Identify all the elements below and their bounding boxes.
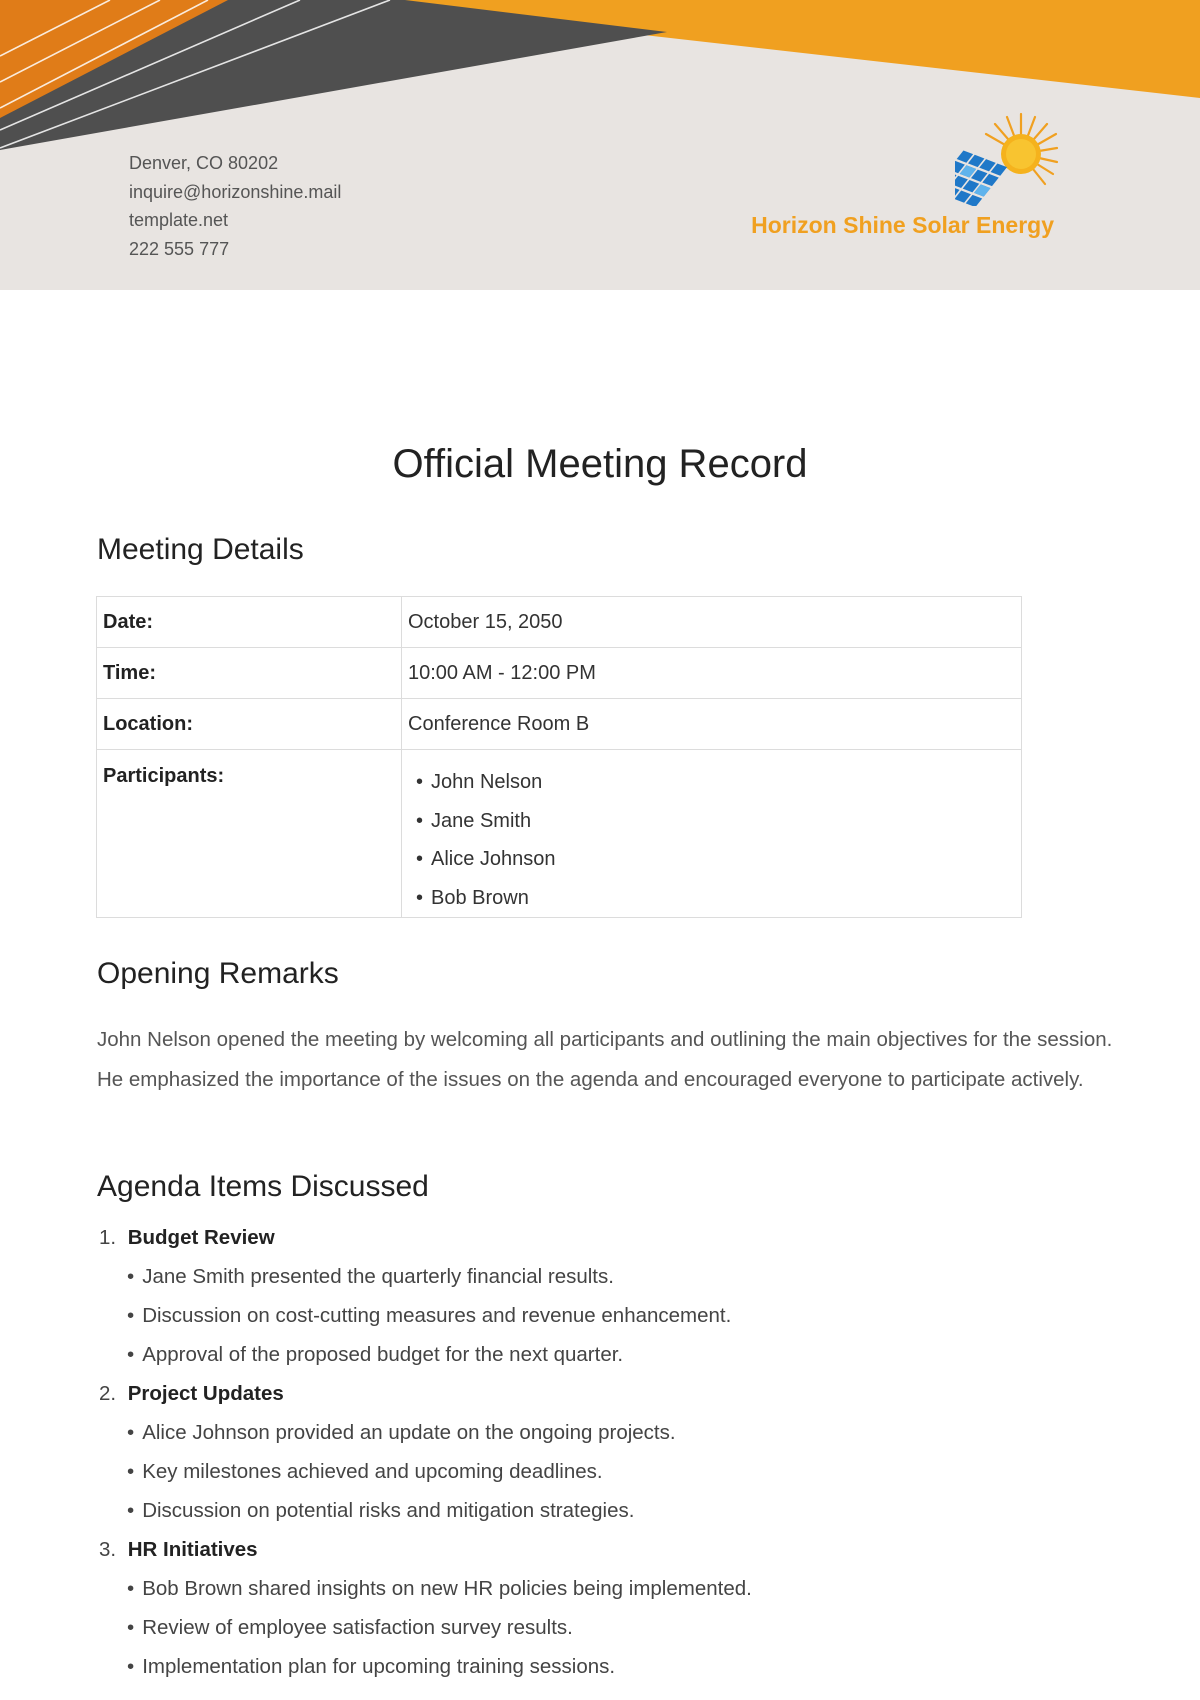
document-title: Official Meeting Record [392,442,808,486]
agenda-point: Jane Smith presented the quarterly financial results. [142,1265,614,1288]
agenda-item-title: Budget Review [127,1226,275,1249]
participant-name: John Nelson [431,771,543,793]
participants-cell [402,750,1022,918]
solar-panel-sun-icon [955,110,1059,206]
agenda-item-number: 2. [99,1382,117,1405]
agenda-point: Discussion on cost-cutting measures and revenue enhancement. [142,1304,732,1327]
agenda-item-number: 1. [99,1226,117,1249]
agenda-point: Discussion on potential risks and mitigation strategies. [142,1499,635,1522]
list-item: • Alice Johnson [416,848,556,870]
agenda-point: Key milestones achieved and upcoming deadlines. [142,1460,603,1483]
time-value: 10:00 AM - 12:00 PM [402,648,1022,699]
list-item: • Discussion on cost-cutting measures and revenue enhancement. [127,1304,732,1327]
participant-name: Jane Smith [431,809,532,832]
contact-website: template.net [129,210,229,230]
contact-email: inquire@horizonshine.mail [129,181,342,202]
contact-address: Denver, CO 80202 [129,153,279,173]
agenda-item-number: 3. [99,1538,117,1561]
list-item: • Bob Brown shared insights on new HR policies being implemented. [127,1577,752,1600]
agenda-item-title: HR Initiatives [127,1538,258,1561]
agenda-list [97,1218,752,1686]
location-value: Conference Room B [402,699,1022,750]
list-item: • Review of employee satisfaction survey results. [127,1616,573,1639]
agenda-item [97,1218,752,1257]
participants-list [408,763,1015,917]
participant-name: Bob Brown [431,886,529,909]
list-item: • Discussion on potential risks and mitigation strategies. [127,1499,635,1522]
table-row [97,648,1022,699]
table-row [97,699,1022,750]
company-name: Horizon Shine Solar Energy [751,212,1054,238]
contact-info [129,149,341,263]
list-item: • Approval of the proposed budget for the next quarter. [127,1343,624,1366]
date-label: Date: [97,597,402,648]
list-item: • Bob Brown [416,886,529,909]
location-label: Location: [97,699,402,750]
agenda-heading: Agenda Items Discussed [97,1170,429,1203]
agenda-item-title: Project Updates [127,1382,284,1405]
list-item: • Jane Smith presented the quarterly financial results. [127,1265,614,1288]
list-item: • Jane Smith [416,809,532,832]
list-item: • Key milestones achieved and upcoming deadlines. [127,1460,603,1483]
agenda-point: Approval of the proposed budget for the next quarter. [142,1343,624,1366]
participants-label: Participants: [97,750,402,918]
list-item: • John Nelson [416,771,543,793]
opening-remarks-text: John Nelson opened the meeting by welcoming all participants and outlining the main objectives for the session. He emphasized the importance of the issues on the agenda and encouraged everyone to participate actively. [97,1028,1113,1091]
time-label: Time: [97,648,402,699]
agenda-item [97,1530,752,1569]
list-item: • Alice Johnson provided an update on the ongoing projects. [127,1421,676,1444]
participant-name: Alice Johnson [431,848,556,870]
list-item: • Implementation plan for upcoming training sessions. [127,1655,616,1678]
agenda-point: Bob Brown shared insights on new HR policies being implemented. [142,1577,752,1600]
contact-phone: 222 555 777 [129,238,230,259]
agenda-point: Review of employee satisfaction survey results. [142,1616,573,1639]
agenda-point: Alice Johnson provided an update on the ongoing projects. [142,1421,676,1444]
table-row [97,597,1022,648]
agenda-item [97,1374,752,1413]
opening-remarks-heading: Opening Remarks [97,957,339,990]
letterhead [0,0,1200,290]
meeting-details-table [96,596,1022,918]
agenda-point: Implementation plan for upcoming training sessions. [142,1655,616,1678]
table-row [97,750,1022,918]
date-value: October 15, 2050 [402,597,1022,648]
meeting-details-heading: Meeting Details [97,533,304,566]
